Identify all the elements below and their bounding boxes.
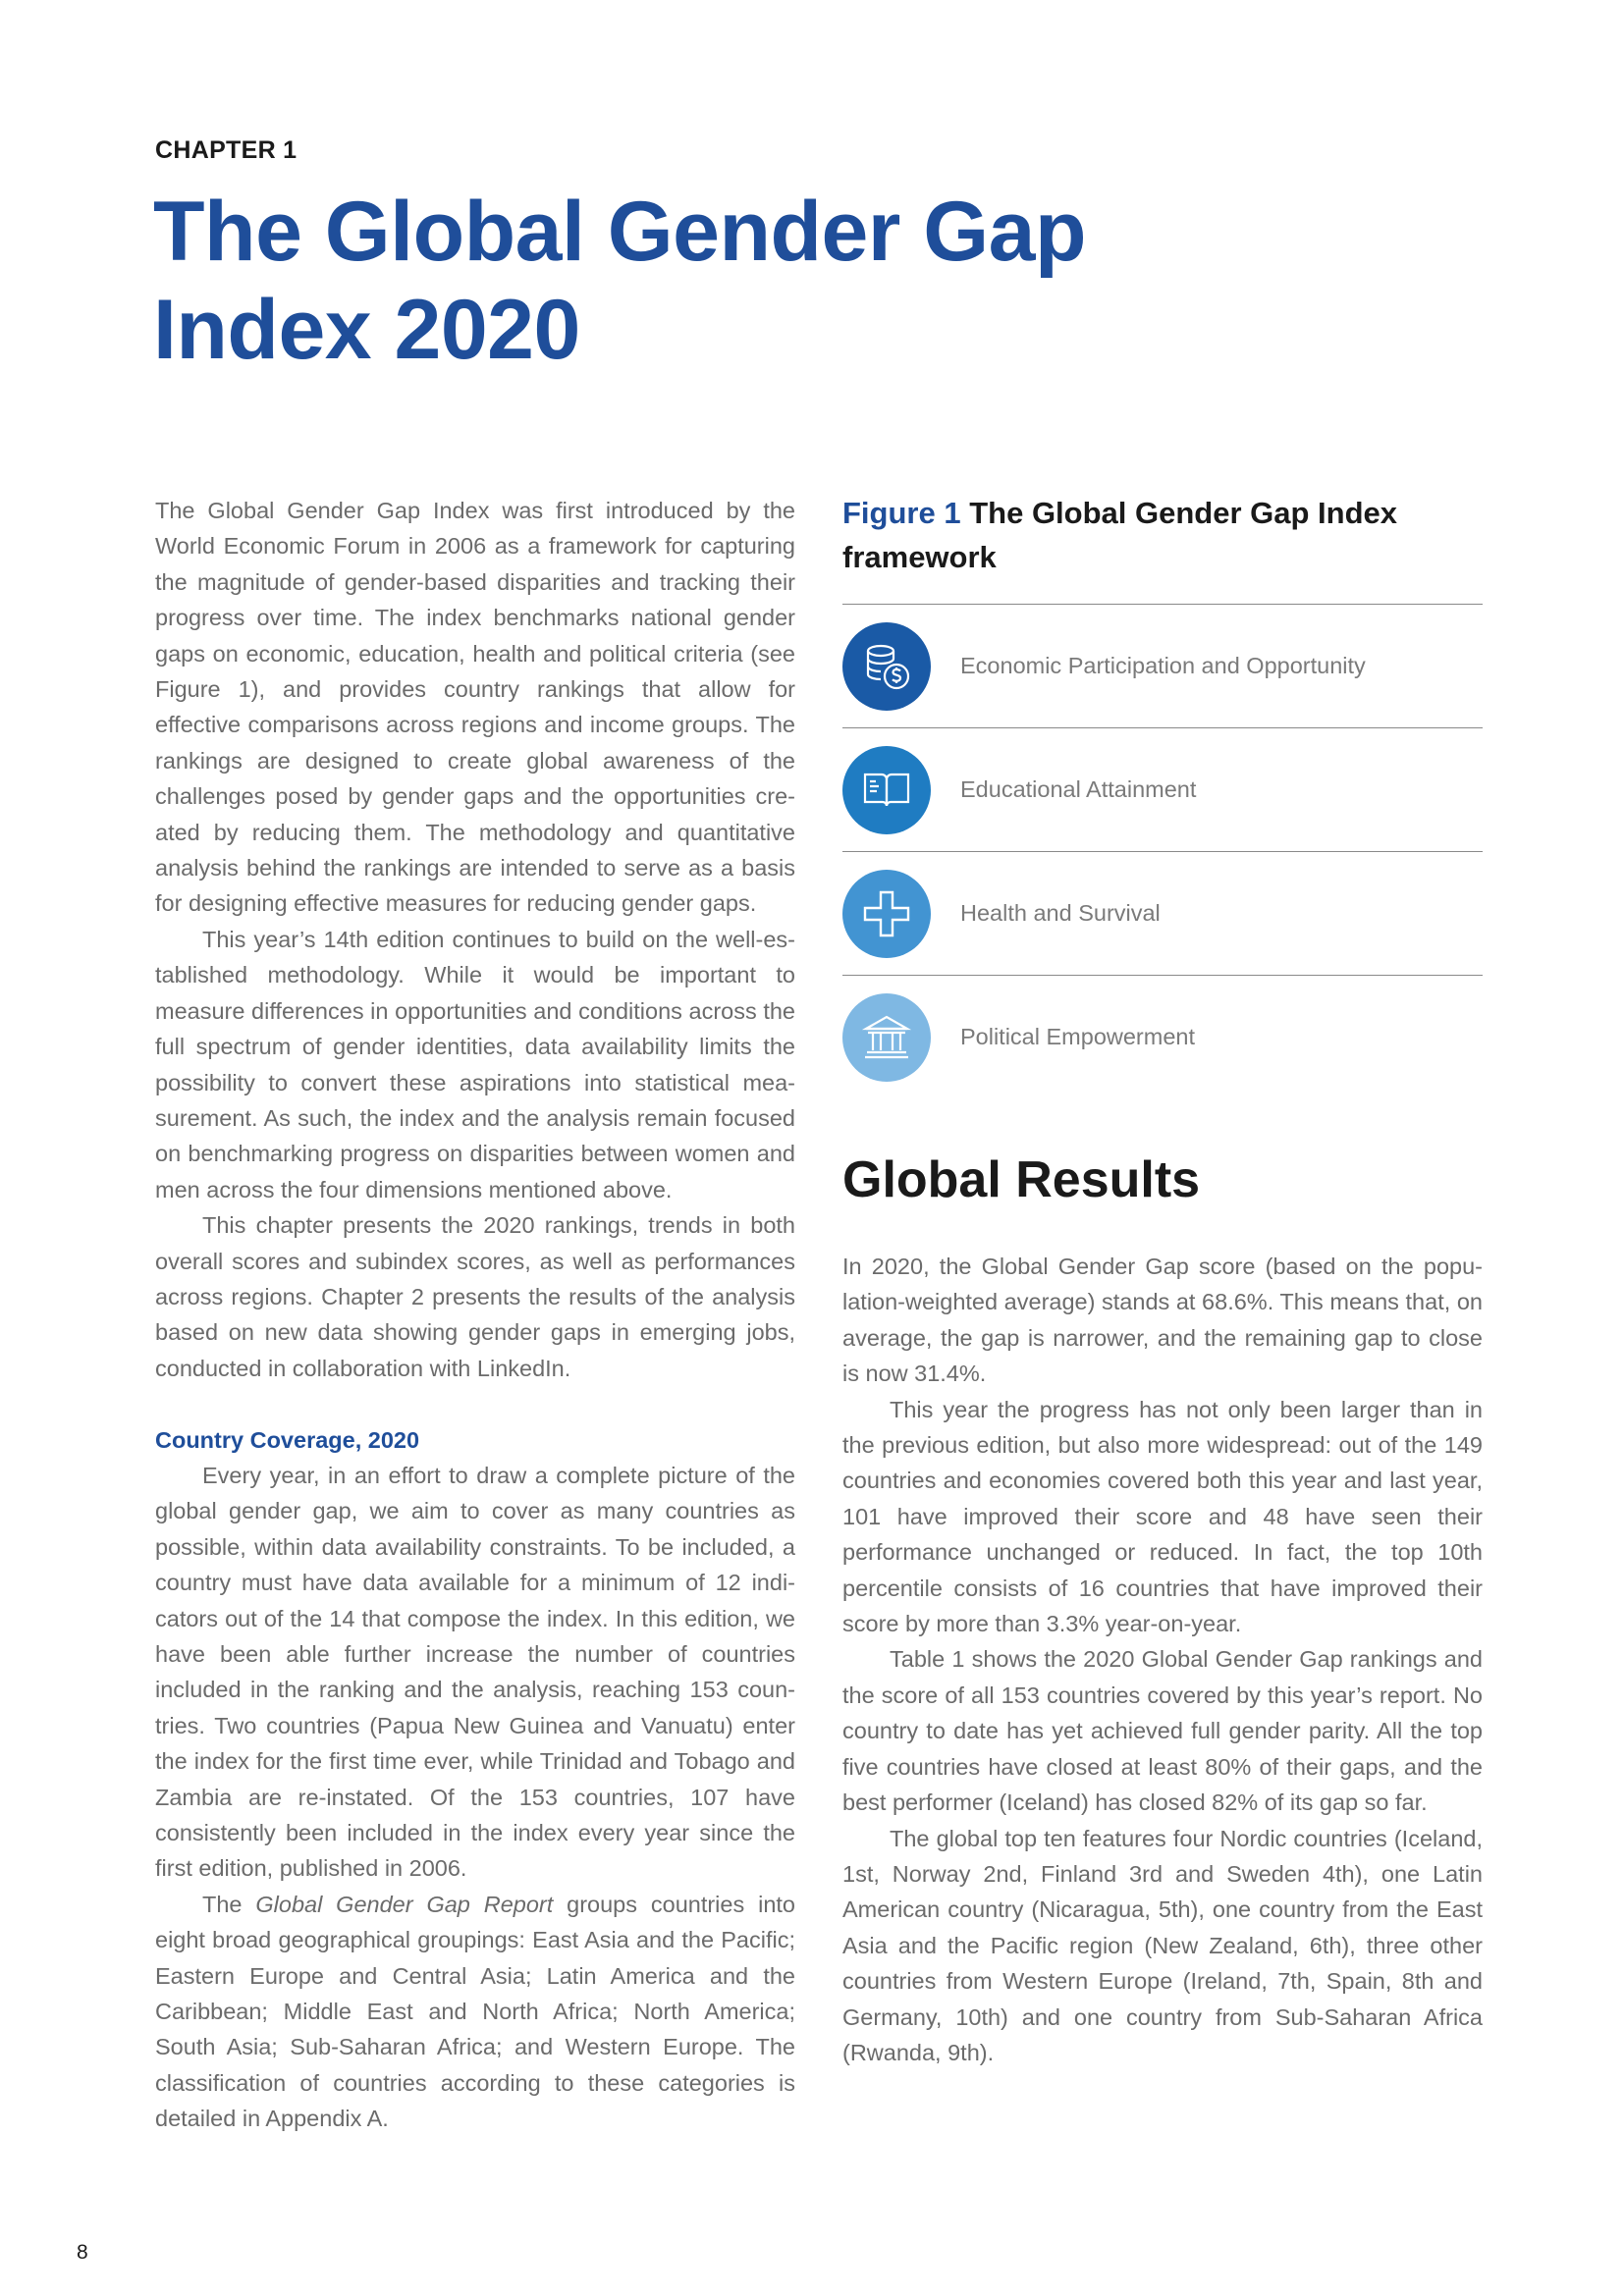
results-paragraph-1: In 2020, the Global Gender Gap score (based on the population-weighted average) stands at 68.6%. This means that, on average, the gap is narrower, and the remaining gap to close is now 31.4%.	[842, 1254, 1483, 1387]
coverage-paragraph: Every year, in an effort to draw a complete picture of the global gender gap, we aim to cover as many countries as possible, within data availability constraints. To be included, a country must have data available for a minimum of 12 indicators out of the 14 that compose the index. In this edition, we have been able further increase the number of countries included in the ranking and the analysis, reaching 153 countries. Two countries (Papua New Guinea and Vanuatu) enter the index for the first time ever, while Trinidad and Tobago and Zambia are re-instated. Of the 153 countries, 107 have consistently been included in the index every year since the first edition, published in 2006.	[155, 1462, 795, 1882]
framework-item-political	[842, 975, 1483, 1098]
groupings-text-start: The	[202, 1891, 256, 1917]
framework-item-education	[842, 727, 1483, 851]
framework-item-health	[842, 851, 1483, 975]
groupings-text-end: groups countries into eight broad geographical groupings: East Asia and the Pacific; Eastern Europe and Central Asia; Latin America and the Caribbean; Middle East and North Africa; North America; South Asia; Sub-Saharan Africa; and Western Europe. The classification of countries according to these categories is detailed in Appendix A.	[155, 1891, 795, 2132]
intro-paragraph: The Global Gender Gap Index was first introduced by the World Economic Forum in 2006 as a framework for capturing the magnitude of gender-based disparities and tracking their progress over time. The index benchmarks national gender gaps on economic, education, health and political criteria (see Figure 1), and provides country rankings that allow for effective comparisons across regions and income groups. The rankings are designed to create global awareness of the challenges posed by gender gaps and the opportunities created by reducing them. The methodology and quantitative analysis behind the rankings are intended to serve as a basis for designing effective measures for reducing gender gaps.	[155, 498, 795, 917]
framework-label: Health and Survival	[960, 900, 1161, 926]
framework-item-economic	[842, 604, 1483, 727]
framework-label: Educational Attainment	[960, 776, 1197, 802]
figure-title	[842, 491, 1483, 579]
chapter-label: CHAPTER 1	[155, 136, 298, 164]
page-title	[153, 183, 1086, 379]
results-paragraph-4: The global top ten features four Nordic countries (Iceland, 1st, Norway 2nd, Finland 3rd and Sweden 4th), one Latin American country (Nicaragua, 5th), one country from the East Asia and the Pacific region (New Zealand, 6th), three other countries from Western Europe (Ireland, 7th, Spain, 8th and Germany, 10th) and one country from Sub-Saharan Africa (Rwanda, 9th).	[842, 1825, 1483, 2065]
framework-label: Political Empowerment	[960, 1024, 1196, 1049]
page-title-line-1: The Global Gender Gap	[153, 185, 1086, 279]
framework-label: Economic Participation and Opportunity	[960, 653, 1366, 678]
page-number: 8	[77, 2241, 88, 2264]
government-building-icon	[842, 993, 931, 1082]
medical-cross-icon	[842, 870, 931, 958]
results-paragraph-2: This year the progress has not only been larger than in the previous edition, but also more widespread: out of the 149 countries and economies covered both this year and last year, 101 have improved their score and 48 have seen their performance unchanged or reduced. In fact, the top 10th percentile consists of 16 countries that have improved their score by more than 3.3% year-on-year.	[842, 1396, 1483, 1637]
report-title-italic: Global Gender Gap Report	[255, 1891, 554, 1917]
coins-dollar-icon	[842, 622, 931, 711]
framework-list	[842, 604, 1483, 1098]
groupings-paragraph	[155, 1887, 795, 2137]
right-column	[842, 1249, 1483, 2070]
methodology-paragraph: This year’s 14th edition continues to build on the well-established methodology. While it would be important to measure differences in opportunities and conditions across the full spectrum of gender identities, data availability limits the possibility to convert these aspirations into statistical measurement. As such, the index and the analysis remain focused on benchmarking progress on disparities between women and men across the four dimensions mentioned above.	[155, 926, 795, 1202]
country-coverage-heading: Country Coverage, 2020	[155, 1426, 420, 1453]
left-column	[155, 493, 795, 2137]
figure-caption: The Global Gender Gap Index framework	[842, 496, 1398, 574]
global-results-heading: Global Results	[842, 1151, 1201, 1208]
results-paragraph-3: Table 1 shows the 2020 Global Gender Gap rankings and the score of all 153 countries covered by this year’s report. No country to date has yet achieved full gender parity. All the top five countries have closed at least 80% of their gaps, and the best performer (Iceland) has closed 82% of its gap so far.	[842, 1646, 1483, 1816]
chapter-overview-paragraph: This chapter presents the 2020 rankings, trends in both overall scores and subindex scores, as well as performances across regions. Chapter 2 presents the results of the analysis based on new data showing gender gaps in emerging jobs, conducted in collaboration with LinkedIn.	[155, 1212, 795, 1381]
open-book-icon	[842, 746, 931, 834]
page-title-line-2: Index 2020	[153, 283, 580, 377]
figure-number: Figure 1	[842, 496, 961, 530]
